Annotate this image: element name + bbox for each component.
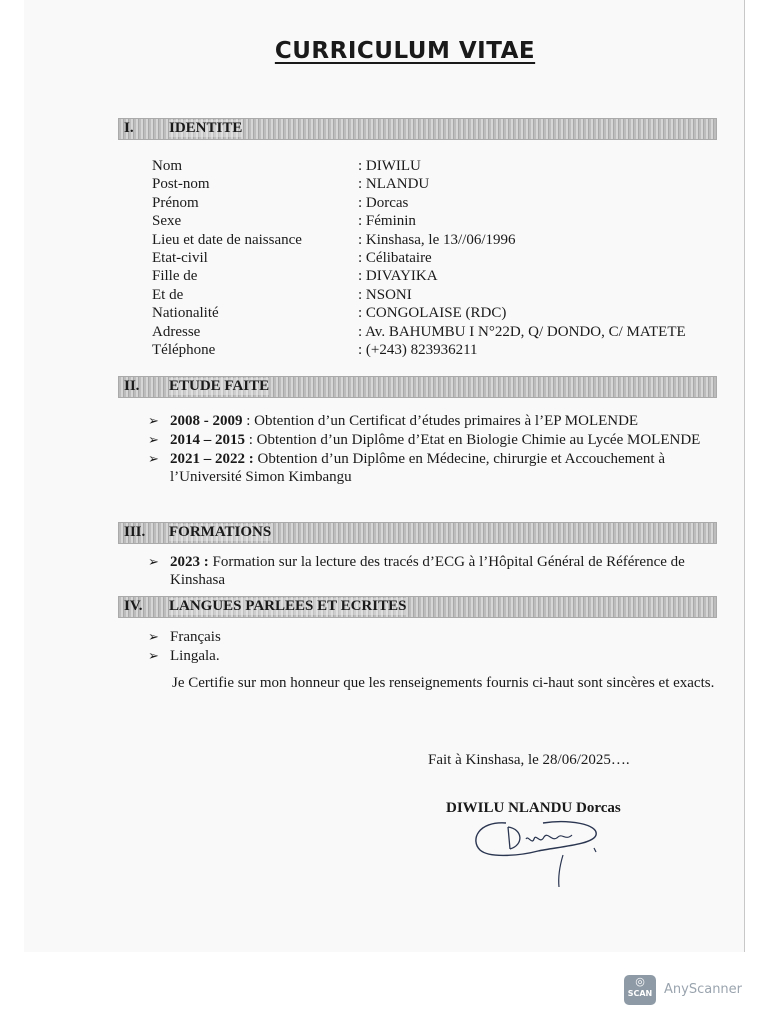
identity-value: : Féminin	[358, 213, 416, 230]
studies-list	[148, 412, 708, 487]
identity-key: Téléphone	[152, 341, 216, 358]
place-date: Fait à Kinshasa, le 28/06/2025….	[428, 752, 630, 768]
identity-value: : Kinshasa, le 13//06/1996	[358, 231, 516, 248]
anyscanner-watermark	[624, 975, 754, 1005]
identity-key: Post-nom	[152, 176, 210, 193]
scanner-app-name: AnyScanner	[664, 982, 743, 997]
identity-value: : DIVAYIKA	[358, 268, 438, 285]
identity-key: Prénom	[152, 194, 199, 211]
handwritten-signature	[468, 815, 608, 890]
formations-list	[148, 553, 708, 590]
identity-value: : Av. BAHUMBU I N°22D, Q/ DONDO, C/ MATETE	[358, 323, 686, 340]
identity-value: : NSONI	[358, 286, 412, 303]
section-label: FORMATIONS	[169, 524, 272, 540]
item-text: : Obtention d’un Diplôme d’Etat en Biologie Chimie au Lycée MOLENDE	[245, 432, 701, 448]
identity-value: : NLANDU	[358, 176, 430, 193]
scan-logo-text: SCAN	[627, 989, 653, 998]
arrow-bullet-icon: ➢	[148, 413, 159, 428]
section-number: I.	[124, 120, 134, 136]
identity-key: Fille de	[152, 268, 198, 285]
section-header-formations	[118, 522, 717, 544]
arrow-bullet-icon: ➢	[148, 432, 159, 447]
list-item	[148, 628, 708, 646]
section-number: IV.	[124, 598, 143, 614]
identity-key: Nationalité	[152, 305, 219, 322]
section-number: III.	[124, 524, 146, 540]
section-header-etude-faite	[118, 376, 717, 398]
identity-key: Sexe	[152, 213, 182, 230]
item-years: 2023 :	[170, 554, 209, 570]
language-name: Lingala.	[170, 648, 220, 664]
arrow-bullet-icon: ➢	[148, 648, 159, 663]
item-text: : Obtention d’un Certificat d’études primaires à l’EP MOLENDE	[242, 413, 639, 429]
arrow-bullet-icon: ➢	[148, 629, 159, 644]
list-item	[148, 412, 708, 430]
section-header-identite	[118, 118, 717, 140]
arrow-bullet-icon: ➢	[148, 451, 159, 466]
identity-key: Adresse	[152, 323, 201, 340]
scan-logo-icon: ◎ SCAN	[624, 975, 656, 1005]
list-item	[148, 450, 708, 486]
item-years: 2008 - 2009	[170, 413, 243, 429]
identity-key: Etat-civil	[152, 249, 208, 266]
language-name: Français	[170, 629, 221, 645]
item-text: Formation sur la lecture des tracés d’ECG à l’Hôpital Général de Référence de Kinshasa	[170, 554, 685, 588]
certification-text: Je Certifie sur mon honneur que les renseignements fournis ci-haut sont sincères et exacts.	[172, 675, 715, 691]
identity-key: Et de	[152, 286, 184, 303]
item-years: 2014 – 2015	[170, 432, 245, 448]
section-label: ETUDE FAITE	[169, 378, 270, 394]
item-text: Obtention d’un Diplôme en Médecine, chirurgie et Accouchement à l’Université Simon Kimbangu	[170, 451, 666, 485]
document-title: CURRICULUM VITAE	[274, 38, 536, 64]
section-header-langues	[118, 596, 717, 618]
signatory-name: DIWILU NLANDU Dorcas	[446, 800, 621, 816]
list-item	[148, 647, 708, 665]
identity-key: Lieu et date de naissance	[152, 231, 302, 248]
identity-value: : DIWILU	[358, 158, 421, 174]
section-number: II.	[124, 378, 140, 394]
list-item	[148, 553, 708, 589]
identity-key: Nom	[152, 158, 182, 174]
section-label: LANGUES PARLEES ET ECRITES	[169, 598, 407, 614]
arrow-bullet-icon: ➢	[148, 554, 159, 569]
languages-list	[148, 628, 708, 666]
certification-statement	[102, 673, 722, 694]
list-item	[148, 431, 708, 449]
identity-value: : Célibataire	[358, 249, 432, 266]
identity-value: : CONGOLAISE (RDC)	[358, 305, 507, 322]
item-years: 2021 – 2022 :	[170, 451, 254, 467]
identity-value: : Dorcas	[358, 194, 409, 211]
identity-value: : (+243) 823936211	[358, 341, 478, 358]
section-label: IDENTITE	[169, 120, 243, 136]
